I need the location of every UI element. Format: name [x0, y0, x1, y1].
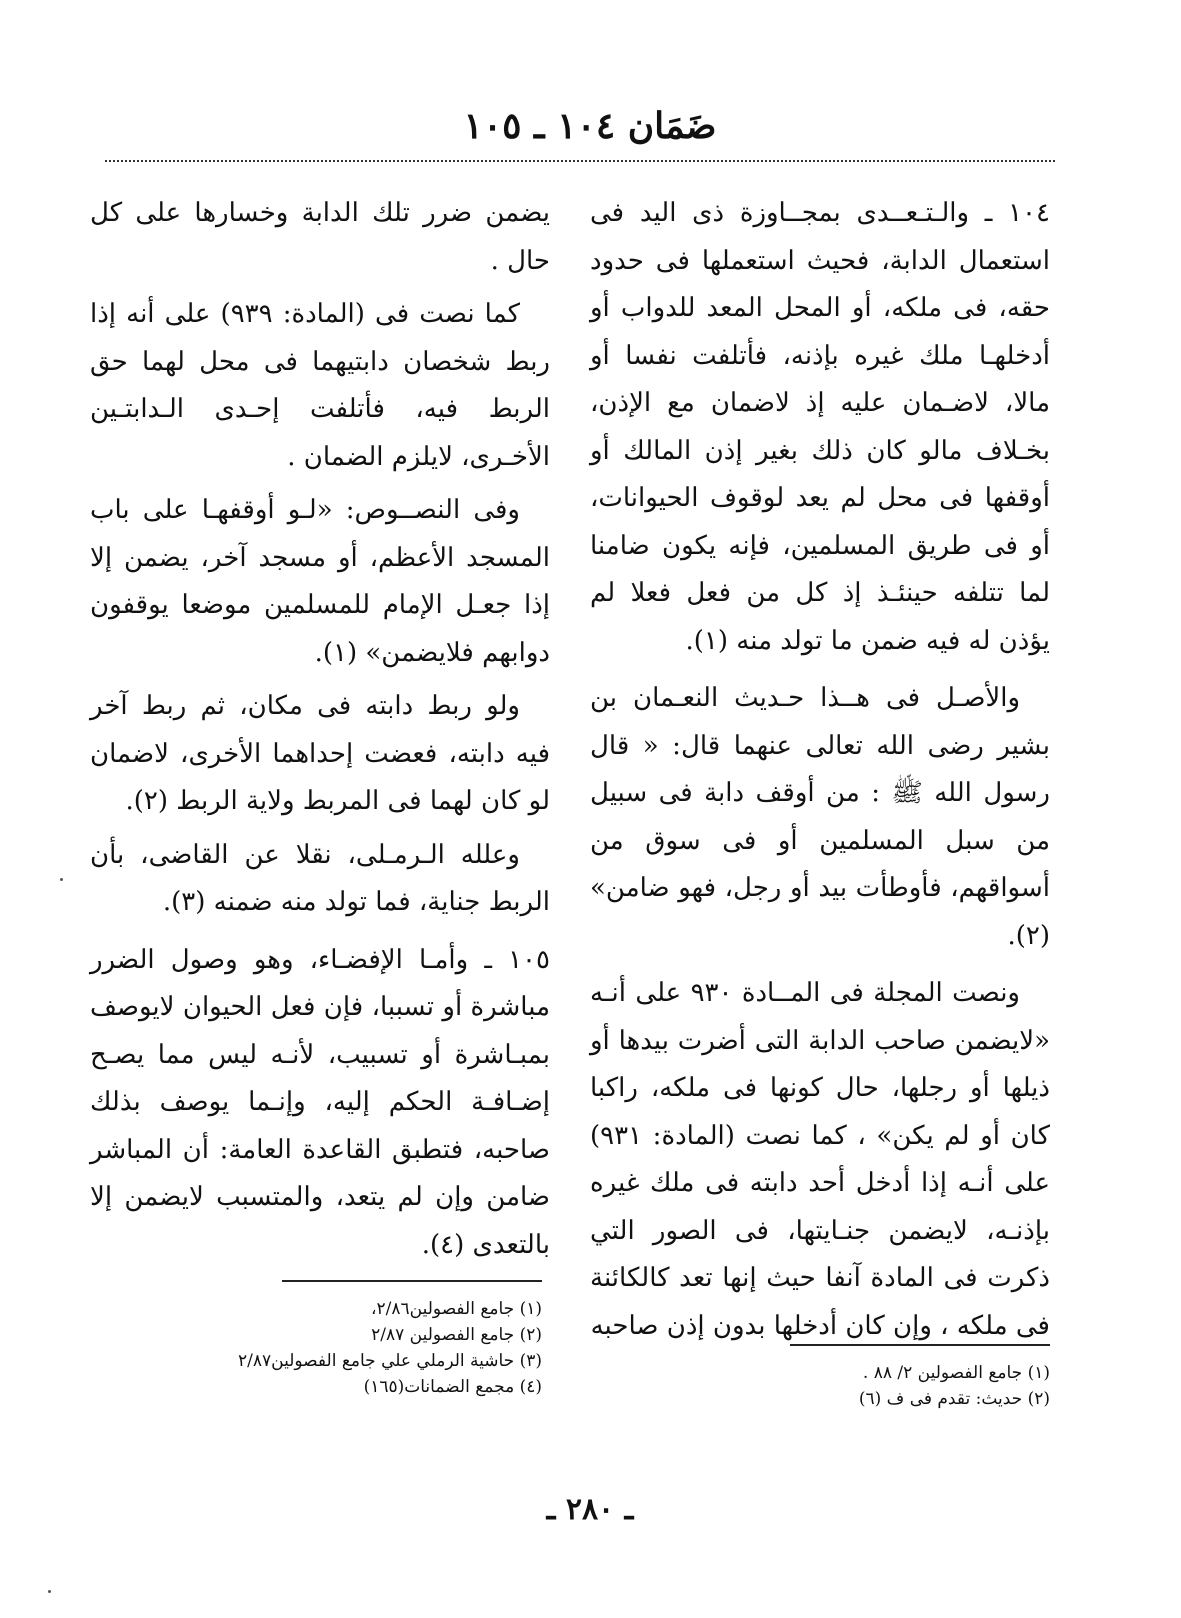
footnote: (٢) جامع الفصولين ٢/٨٧ [371, 1325, 542, 1345]
footnote: (٣) حاشية الرملي علي جامع الفصولين٢/٨٧ [238, 1351, 542, 1371]
paragraph-104: ١٠٤ ـ والـتـعــدى بمجــاوزة ذى اليد فى استعمال الدابة، فحيث استعملها فى حدود حقه، فى ملكه، أو المحل المعد للدواب أو أدخلهـا ملك غيره بإذنه، فأتلفت نفسا أو مالا، لاضـمان عليه إذ لاضمان مع الإذن، بخـلاف مالو كان ذلك بغير إذن المالك أو أوقفها فى محل لم يعد لوقوف الحيوانات، أو فى طريق المسلمين، فإنه يكون ضامنا لما تتلفه حينئـذ إذ كل من فعل فعلا لم يؤذن له فيه ضمن ما تولد منه (١). [590, 198, 1050, 656]
paragraph-tethering: ولو ربط دابته فى مكان، ثم ربط آخر فيه دابته، فعضت إحداهما الأخرى، لاضمان لو كان لهما فى المربط ولاية الربط (٢). [90, 691, 550, 816]
right-footnote-rule [790, 1344, 1050, 1346]
paragraph-majalla-930: ونصت المجلة فى المــادة ٩٣٠ على أنـه «لايضمن صاحب الدابة التى أضرت بيدها أو ذيلها أو رجلها، حال كونها فى ملكه، راكبا كان أو لم يكن» ، كما نصت (المادة: ٩٣١) على أنـه إذا أدخل أحد دابته فى ملك غيره بإذنـه، لايضمن جنـايتها، فى الصور التي ذكرت فى المادة آنفا حيث إنها تعد كالكائنة فى ملكه ، وإن كان أدخلها بدون إذن صاحبه [590, 978, 1050, 1341]
paragraph-article-939: كما نصت فى (المادة: ٩٣٩) على أنه إذا ربط شخصان دابتيهما فى محل لهما حق الربط فيه، فأتلفت إحـدى الـدابتـين الأخـرى، لايلزم الضمان . [90, 299, 550, 472]
footnote: (١) جامع الفصولين٢/٨٦، [371, 1299, 542, 1319]
right-column [590, 190, 1050, 1356]
left-footnotes [82, 1296, 542, 1400]
footnote: (٢) حديث: تقدم فى ف (٦) [858, 1389, 1050, 1409]
paragraph-105: ١٠٥ ـ وأمـا الإفضـاء، وهو وصول الضرر مباشرة أو تسببا، فإن فعل الحيوان لايوصف بمبـاشرة أو تسبيب، لأنـه ليس مما يصـح إضـافـة الحكم إليه، وإنـما يوصف بذلك صاحبه، فتطبق القاعدة العامة: أن المباشر ضامن وإن لم يتعد، والمتسبب لايضمن إلا بالتعدى (٤). [90, 944, 550, 1260]
paragraph-continuation: يضمن ضرر تلك الدابة وخسارها على كل حال . [90, 198, 550, 276]
page-header: ضَمَان ١٠٤ ـ ١٠٥ [463, 105, 717, 147]
right-footnotes [590, 1360, 1050, 1412]
paragraph-ramli: وعلله الـرمـلى، نقلا عن القاضى، بأن الربط جناية، فما تولد منه ضمنه (٣). [90, 839, 550, 917]
header-dotted-rule [105, 160, 1055, 162]
footnote: (٤) مجمع الضمانات(١٦٥) [363, 1377, 542, 1397]
page-number: ـ ٢٨٠ ـ [546, 1492, 634, 1527]
scan-speck [48, 1590, 51, 1593]
paragraph-hadith: والأصـل فى هــذا حـديث النعـمان بن بشير رضى الله تعالى عنهما قال: « قال رسول الله ﷺ : من أوقف دابة فى سبيل من سبل المسلمين أو فى سوق من أسواقهم، فأوطأت بيد أو رجل، فهو ضامن» (٢). [590, 683, 1050, 951]
scan-speck [60, 878, 63, 881]
left-column [90, 190, 550, 1275]
left-footnote-rule [282, 1280, 542, 1282]
footnote: (١) جامع الفصولين ٢/ ٨٨ . [862, 1363, 1050, 1383]
paragraph-nusus: وفى النصــوص: «لـو أوقفهـا على باب المسجد الأعظم، أو مسجد آخر، يضمن إلا إذا جعـل الإمام للمسلمين موضعا يوقفون دوابهم فلايضمن» (١). [90, 495, 550, 668]
